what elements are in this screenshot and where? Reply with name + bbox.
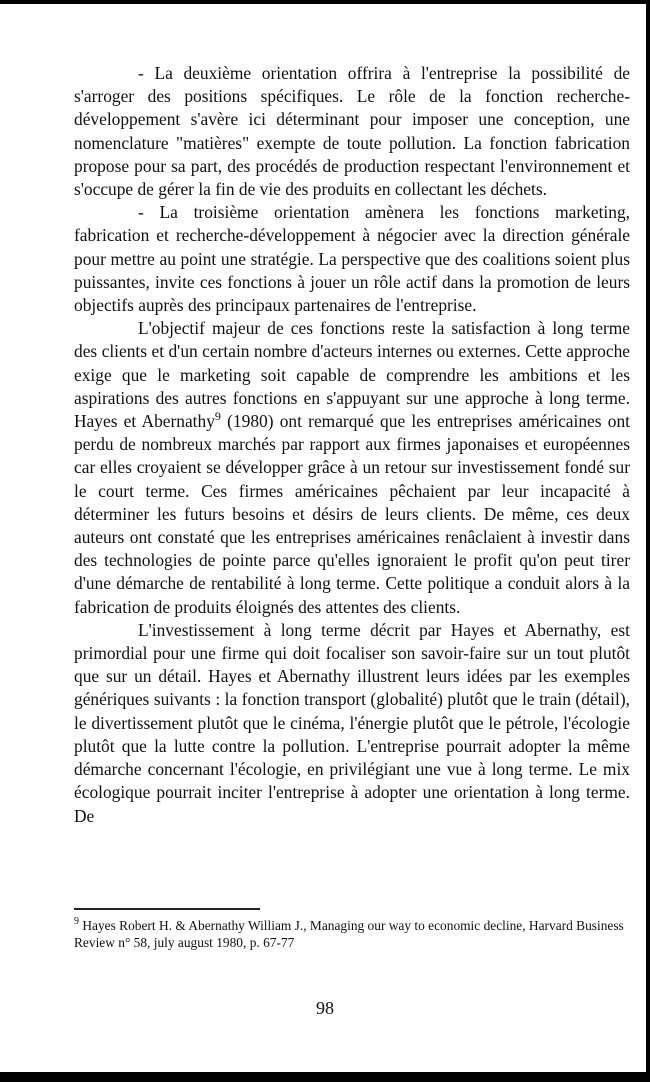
scan-border-bottom: [0, 1072, 650, 1082]
footnote: [74, 917, 634, 951]
footnote-reference[interactable]: 9: [214, 409, 221, 424]
paragraph-third-orientation: - La troisième orientation amènera les fonctions marketing, fabrication et recherche-développement à négocier avec la direction générale pour mettre au point une stratégie. La perspective que des coalitions soient plus puissantes, invite ces fonctions à jouer un rôle actif dans la promotion de leurs objectifs auprès des principaux partenaires de l'entreprise.: [74, 202, 630, 316]
paragraph-objective-text-before: L'objectif majeur de ces fonctions reste la satisfaction à long terme des clients et d'un certain nombre d'acteurs internes ou externes. Cette approche exige que le marketing soit capable de comprendre les ambitions et les aspirations des autres fonctions en s'appuyant sur une approche à long terme. Hayes et Abernathy: [74, 318, 630, 432]
paragraph-long-term-investment: L'investissement à long terme décrit par Hayes et Abernathy, est primordial pour une firme qui doit focaliser son savoir-faire sur un tout plutôt que sur un détail. Hayes et Abernathy illustrent leurs idées par les exemples génériques suivants : la fonction transport (globalité) plutôt que le train (détail), le divertissement plutôt que le cinéma, l'énergie plutôt que le pétrole, l'écologie plutôt que la lutte contre la pollution. L'entreprise pourrait adopter la même démarche concernant l'écologie, en privilégiant une vue à long terme. Le mix écologique pourrait inciter l'entreprise à adopter une orientation à long terme. De: [74, 619, 630, 826]
footnote-separator: [74, 908, 260, 910]
paragraph-objective-text-after: (1980) ont remarqué que les entreprises américaines ont perdu de nombreux marchés par rapport aux firmes japonaises et européennes car elles croyaient se développer grâce à un retour sur investissement fondé sur le court terme. Ces firmes américaines pêchaient par leur incapacité à déterminer les futurs besoins et désirs de leurs clients. De même, ces deux auteurs ont constaté que les entreprises américaines renâclaient à investir dans des technologies de pointe parce qu'elles ignoraient le profit qu'on peut tirer d'une démarche de rentabilité à long terme. Cette politique a conduit alors à la fabrication de produits éloignés des attentes des clients.: [74, 411, 630, 617]
scan-border-right: [646, 0, 650, 1082]
footnote-number: 9: [74, 916, 79, 927]
paragraph-second-orientation: - La deuxième orientation offrira à l'entreprise la possibilité de s'arroger des positions spécifiques. Le rôle de la fonction recherche-développement s'avère ici déterminant pour imposer une conception, une nomenclature "matières" exempte de toute pollution. La fonction fabrication propose pour sa part, des procédés de production respectant l'environnement et s'occupe de gérer la fin de vie des produits en collectant les déchets.: [74, 63, 630, 200]
paragraph-objective: [74, 317, 630, 619]
scan-border-top: [0, 0, 650, 4]
page-number: 98: [316, 998, 334, 1018]
footnote-text: Hayes Robert H. & Abernathy William J., Managing our way to economic decline, Harvard Business Review n° 58, july august 1980, p. 67-77: [74, 918, 624, 950]
body-text: [74, 62, 630, 828]
